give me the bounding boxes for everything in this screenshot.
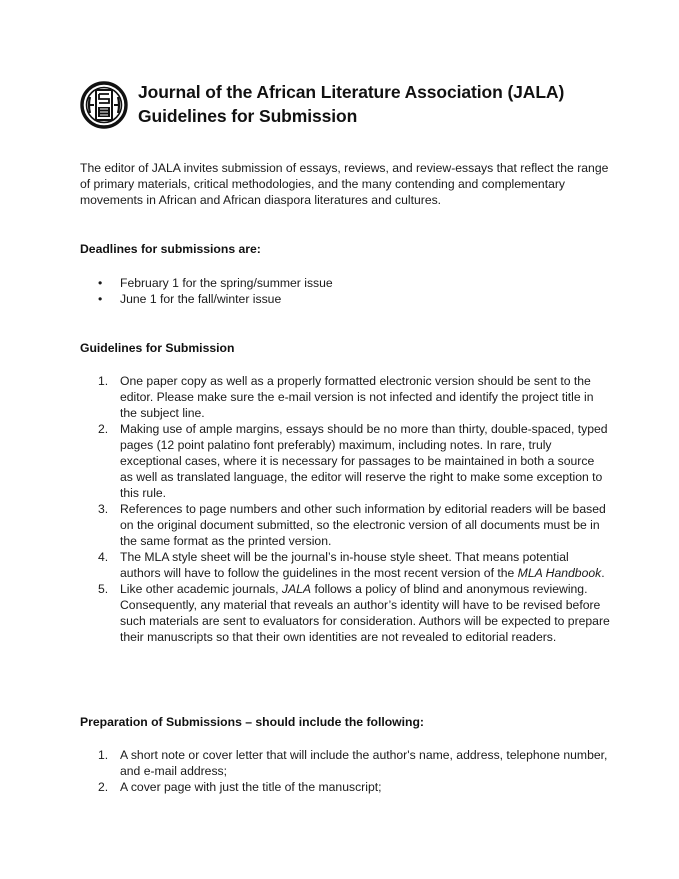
guideline-text	[120, 550, 605, 580]
list-number: 2.	[98, 422, 109, 436]
mla-handbook-title: MLA Handbook	[517, 566, 602, 580]
list-item	[98, 373, 610, 421]
list-item	[98, 291, 333, 307]
guideline-text-part: follows a policy of blind and anonymous reviewing. Consequently, any material that reveals an author’s identity will have to be revised before such materials are sent to evaluators for consideration. Authors will be expected to prepare their manuscripts so that their own identities are not revealed to editorial readers.	[120, 582, 610, 644]
list-number: 4.	[98, 550, 109, 564]
title-line-guidelines: Guidelines for Submission	[138, 106, 358, 126]
list-number: 1.	[98, 748, 109, 762]
guideline-text: Making use of ample margins, essays should be no more than thirty, double-spaced, typed pages (12 point palatino font preferably) maximum, including notes. In rare, truly exceptional cases, where it is necessary for passages to be maintained in both a source as well as translated language, the editor will reserve the right to make some exception to this rule.	[120, 422, 608, 500]
deadlines-list	[98, 275, 333, 307]
jala-circular-emblem-icon	[80, 81, 128, 129]
guideline-text: References to page numbers and other such information by editorial readers will be based on the original document submitted, so the electronic version of all documents must be in the same format as the printed version.	[120, 502, 606, 548]
jala-italic: JALA	[281, 582, 312, 596]
guideline-text: One paper copy as well as a properly formatted electronic version should be sent to the editor. Please make sure the e-mail version is not infected and identify the project title in the subject line.	[120, 374, 594, 420]
document-header	[80, 80, 564, 129]
list-number: 2.	[98, 780, 109, 794]
guideline-text	[120, 582, 610, 644]
deadline-text: June 1 for the fall/winter issue	[120, 292, 282, 306]
guidelines-heading: Guidelines for Submission	[80, 341, 235, 355]
preparation-text: A cover page with just the title of the manuscript;	[120, 780, 382, 794]
guideline-text-part: The MLA style sheet will be the journal’s in-house style sheet. That means potential authors will have to follow the guidelines in the most recent version of the	[120, 550, 569, 580]
list-item	[98, 275, 333, 291]
guidelines-list	[98, 373, 610, 645]
list-item	[98, 501, 610, 549]
list-number: 5.	[98, 582, 109, 596]
list-number: 3.	[98, 502, 109, 516]
bullet-icon: •	[98, 292, 103, 306]
deadlines-heading: Deadlines for submissions are:	[80, 242, 261, 256]
preparation-heading: Preparation of Submissions – should include the following:	[80, 715, 424, 729]
preparation-list	[98, 747, 610, 795]
guideline-text-part: Like other academic journals,	[120, 582, 282, 596]
title-line-journal: Journal of the African Literature Association (JALA)	[138, 82, 565, 102]
list-item	[98, 549, 610, 581]
intro-paragraph: The editor of JALA invites submission of essays, reviews, and review-essays that reflect the range of primary materials, critical methodologies, and the many contending and complementary movements in African and African diaspora literatures and cultures.	[80, 161, 609, 207]
guideline-text-part: .	[601, 566, 605, 580]
list-item	[98, 581, 610, 645]
list-item	[98, 747, 610, 779]
bullet-icon: •	[98, 276, 103, 290]
document-title	[138, 80, 564, 128]
list-item	[98, 421, 610, 501]
preparation-text: A short note or cover letter that will include the author's name, address, telephone number, and e-mail address;	[120, 748, 608, 778]
list-number: 1.	[98, 374, 109, 388]
deadline-text: February 1 for the spring/summer issue	[120, 276, 333, 290]
list-item	[98, 779, 610, 795]
